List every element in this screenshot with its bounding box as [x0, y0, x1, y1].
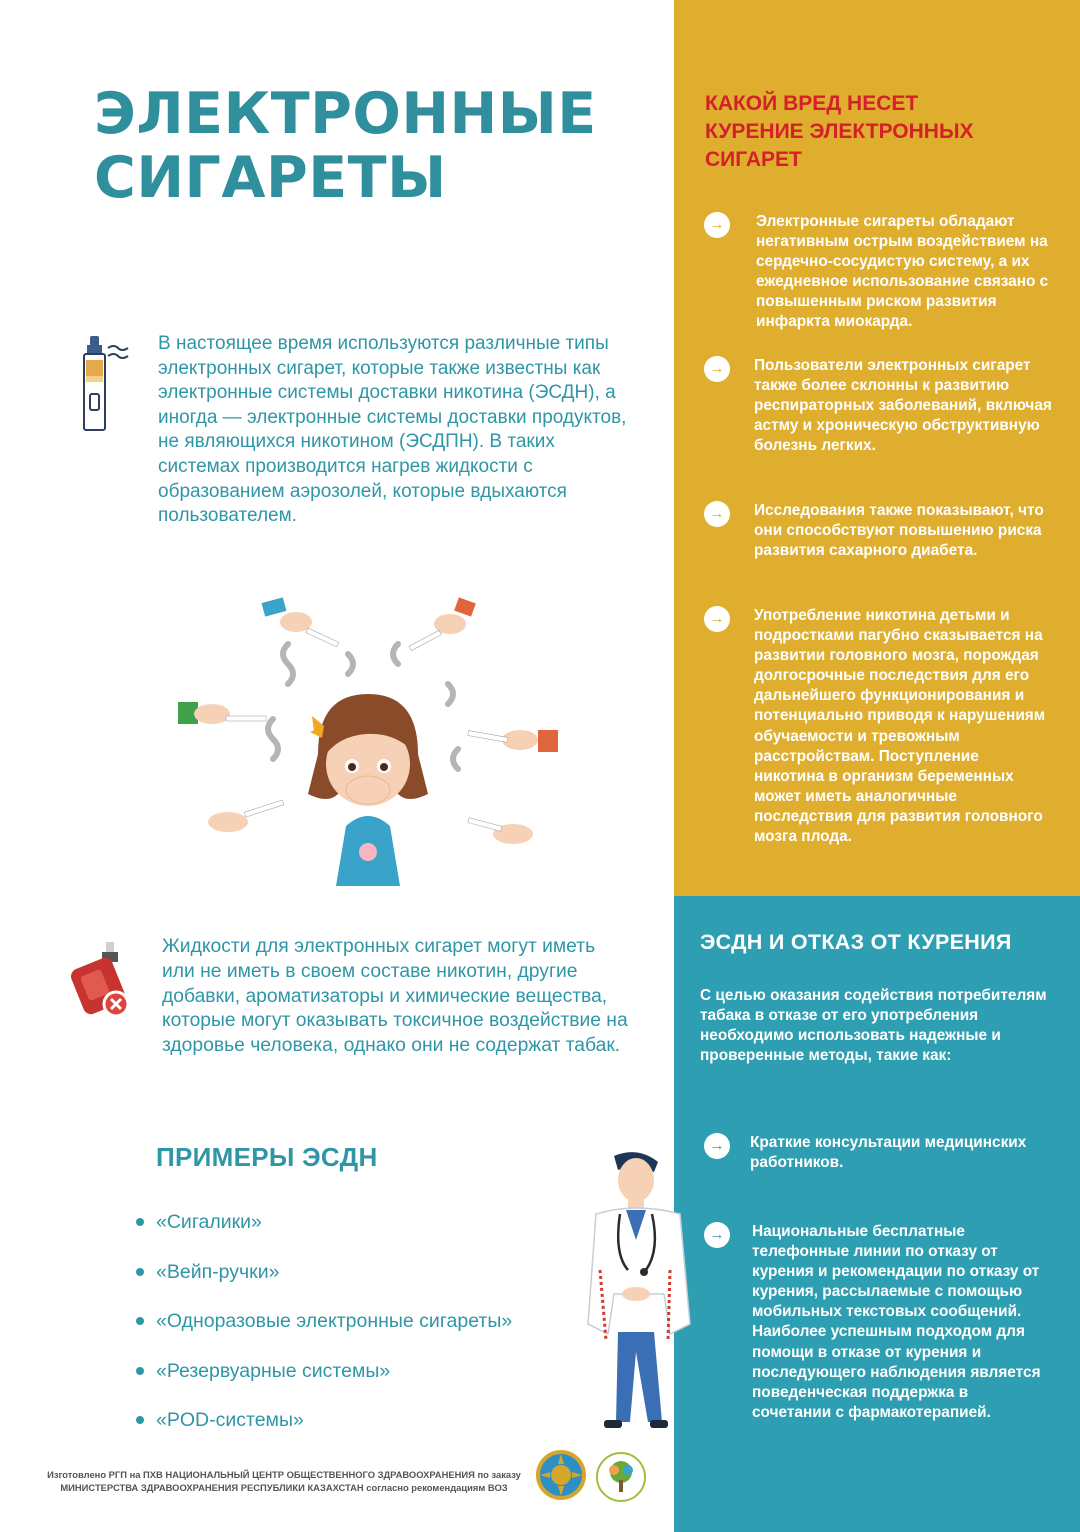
arrow-right-icon: →: [704, 606, 730, 632]
bullet-icon: [136, 1317, 144, 1325]
harm-title: КАКОЙ ВРЕД НЕСЕТ КУРЕНИЕ ЭЛЕКТРОННЫХ СИГАРЕТ: [705, 92, 974, 171]
arrow-right-icon: →: [704, 212, 730, 238]
list-item: «Сигалики»: [136, 1208, 512, 1258]
girl-icon: [308, 694, 428, 886]
list-item: «Вейп-ручки»: [136, 1258, 512, 1308]
bullet-icon: [136, 1367, 144, 1375]
kazakhstan-emblem-icon: [536, 1450, 586, 1500]
cessation-intro: С целью оказания содействия потребителям табака в отказе от его употребления необходимо использовать надежные и проверенные методы, такие как:: [700, 987, 1047, 1065]
arrow-right-icon: →: [704, 1133, 730, 1159]
arrow-right-icon: →: [704, 356, 730, 382]
examples-list: [136, 1208, 512, 1456]
cessation-item-text: Национальные бесплатные телефонные линии по отказу от курения и рекомендации по отказу от курения, рассылаемые с помощью мобильных текстовых сообщений. Наиболее успешным подходом для помощи в отказе от курения и последующего наблюдения является поведенческая поддержка в сочетании с фармакотерапией.: [752, 1223, 1041, 1421]
arrow-right-icon: →: [704, 501, 730, 527]
child-smoke-illustration: [168, 594, 568, 894]
bullet-icon: [136, 1218, 144, 1226]
list-item: «POD-системы»: [136, 1406, 512, 1456]
intro-paragraph: В настоящее время используются различные типы электронных сигарет, которые также известны как электронные системы доставки никотина (ЭСДН), а иногда — электронные системы доставки продуктов, не являющихся никотином (ЭСДПН). В таких системах производится нагрев жидкости с образованием аэрозолей, которые вдыхаются пользователем.: [158, 333, 627, 527]
list-item: «Одноразовые электронные сигареты»: [136, 1307, 512, 1357]
cessation-item-text: Краткие консультации медицинских работников.: [750, 1134, 1027, 1172]
bullet-icon: [136, 1268, 144, 1276]
footer-credit: Изготовлено РГП на ПХВ НАЦИОНАЛЬНЫЙ ЦЕНТР ОБЩЕСТВЕННОГО ЗДРАВООХРАНЕНИЯ по заказу МИНИСТЕРСТВА ЗДРАВООХРАНЕНИЯ РЕСПУБЛИКИ КАЗАХСТАН согласно рекомендациям ВОЗ: [47, 1469, 521, 1493]
arrow-right-icon: →: [704, 1222, 730, 1248]
public-health-center-logo-icon: [594, 1450, 648, 1504]
liquid-paragraph: Жидкости для электронных сигарет могут иметь или не иметь в своем составе никотин, другие добавки, ароматизаторы и химические вещества, которые могут оказывать токсичное воздействие на здоровье человека, однако они не содержат табак.: [162, 936, 628, 1057]
harm-item-text: Употребление никотина детьми и подростками пагубно сказывается на развитии головного мозга, порождая долгосрочные последствия для его дальнейшего функционирования и потенциально приводя к нарушениям обучаемости и тревожным расстройствам. Поступление никотина в организм беременных может иметь аналогичные последствия для развития головного мозга плода.: [754, 607, 1046, 846]
e-liquid-bottle-icon: [62, 940, 140, 1024]
bullet-icon: [136, 1416, 144, 1424]
page-title: ЭЛЕКТРОННЫЕ СИГАРЕТЫ: [94, 81, 597, 211]
harm-item-text: Исследования также показывают, что они способствуют повышению риска развития сахарного диабета.: [754, 502, 1044, 560]
doctor-illustration: [582, 1150, 694, 1442]
cessation-title: ЭСДН И ОТКАЗ ОТ КУРЕНИЯ: [700, 930, 1012, 954]
list-item: «Резервуарные системы»: [136, 1357, 512, 1407]
vape-device-icon: [76, 334, 132, 434]
harm-item-text: Электронные сигареты обладают негативным острым воздействием на сердечно-сосудистую систему, а их ежедневное использование связано с повышенным риском развития инфаркта миокарда.: [756, 213, 1049, 331]
harm-item-text: Пользователи электронных сигарет также более склонны к развитию респираторных заболеваний, включая астму и хроническую обструктивную болезнь легких.: [754, 357, 1052, 455]
examples-title: ПРИМЕРЫ ЭСДН: [156, 1142, 378, 1172]
